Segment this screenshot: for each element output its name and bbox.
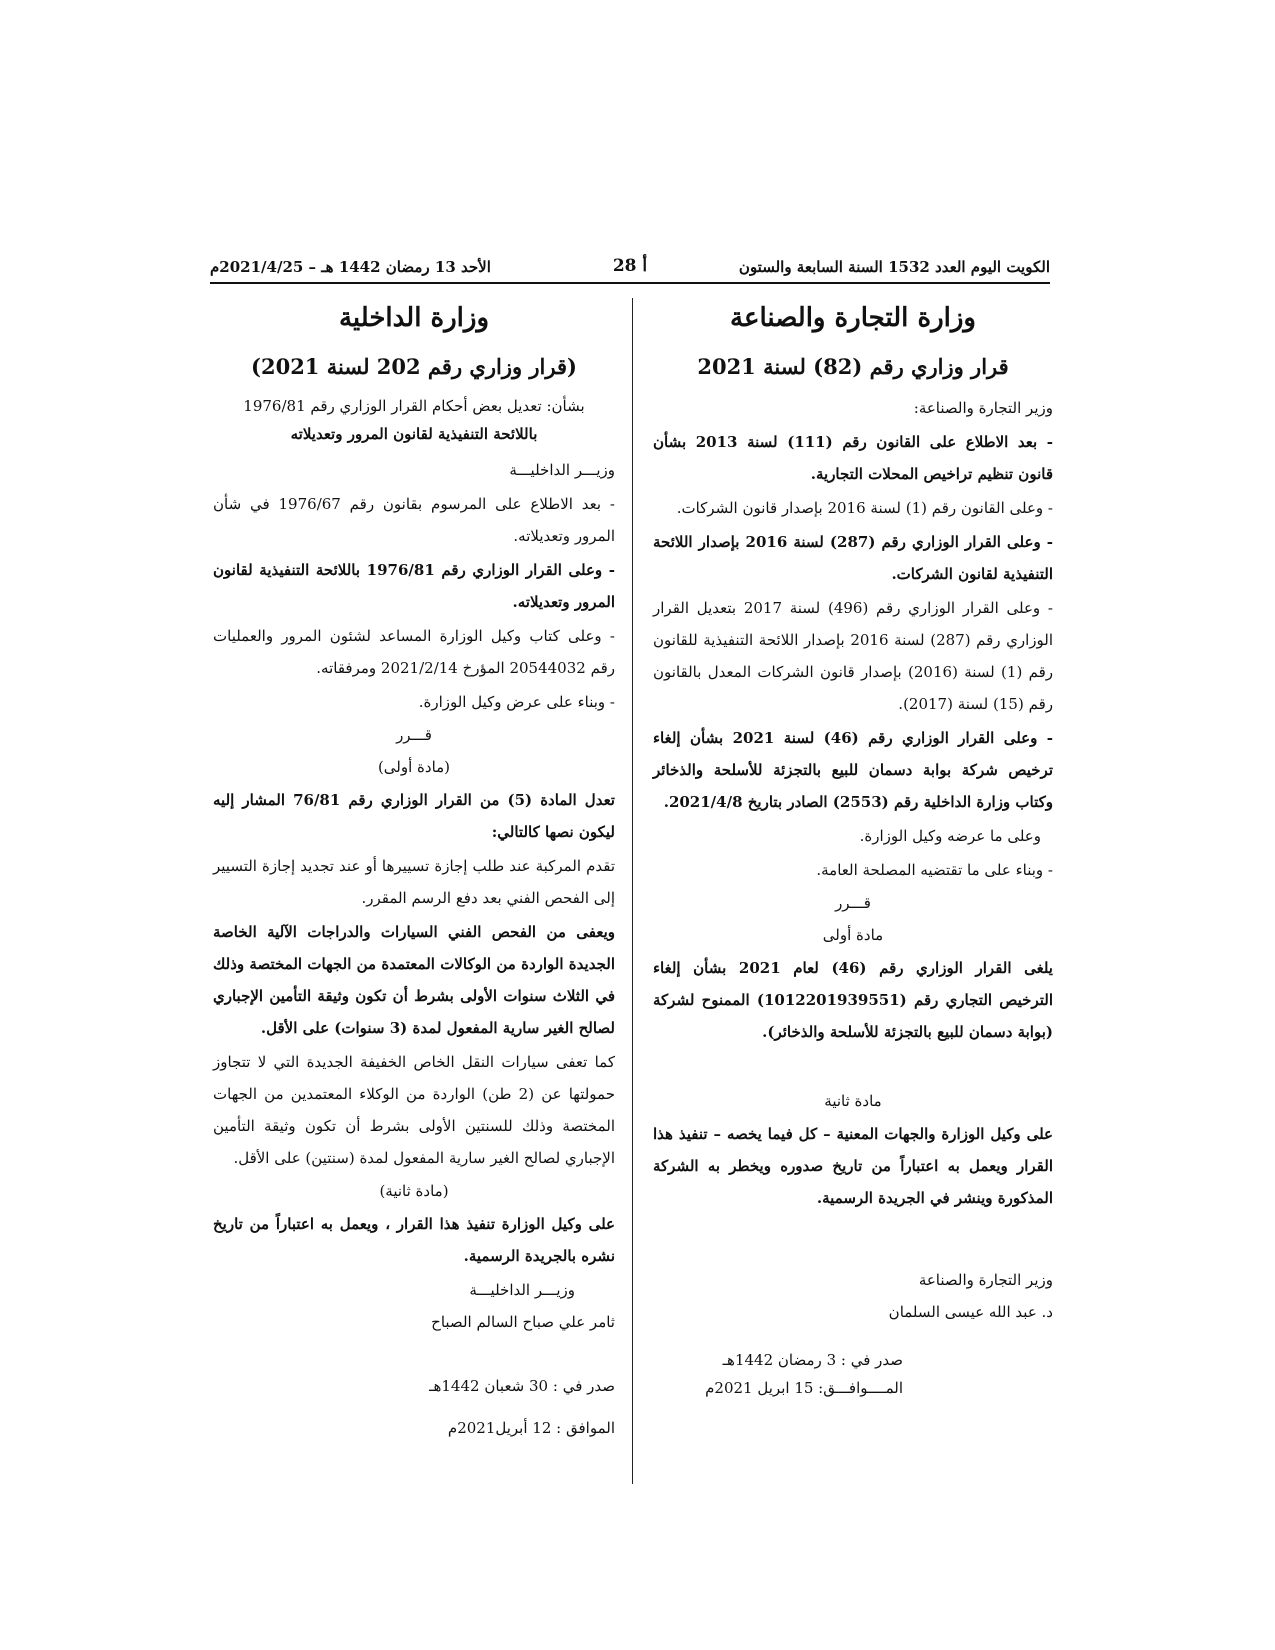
corresponding-date: المــــوافـــق: 15 ابريل 2021م [705, 1379, 903, 1397]
article-text: كما تعفى سيارات النقل الخاص الخفيفة الجديدة التي لا تتجاوز حمولتها عن (2 طن) الواردة من الوكلاء المعتمدين من الجهات المختصة وذلك للسنتين الأولى بشرط أن تكون وثيقة التأمين الإجباري لصالح الغير سارية المفعول لمدة (سنتين) على الأقل. [213, 1053, 615, 1167]
article-text: تقدم المركبة عند طلب إجازة تسييرها أو عند تجديد إجازة التسيير إلى الفحص الفني بعد دفع الرسم المقرر. [213, 857, 615, 907]
article-text: على وكيل الوزارة والجهات المعنية – كل فيما يخصه – تنفيذ هذا القرار ويعمل به اعتباراً من تاريخ صدوره ويخطر به الشركة المذكورة وينشر في الجريدة الرسمية. [653, 1125, 1053, 1207]
ministry-title: وزارة الداخلية [338, 303, 490, 333]
article-text: ويعفى من الفحص الفني السيارات والدراجات الآلية الخاصة الجديدة الواردة من الوكالات المعتمدة من الجهات المختصة وذلك في الثلاث سنوات الأولى بشرط أن تكون وثيقة التأمين الإجباري لصالح الغير سارية المفعول لمدة (3 سنوات) على الأقل. [213, 923, 615, 1037]
preamble-item: - وعلى القرار الوزاري رقم 1976/81 باللائحة التنفيذية لقانون المرور وتعديلاته. [213, 561, 615, 611]
decree-subject: باللائحة التنفيذية لقانون المرور وتعديلاته [290, 425, 538, 443]
issued-date: صدر في : 30 شعبان 1442هـ [429, 1377, 615, 1395]
decree-title: قرار وزاري رقم (82) لسنة 2021 [697, 354, 1009, 379]
article-text: تعدل المادة (5) من القرار الوزاري رقم 76/81 المشار إليه ليكون نصها كالتالي: [213, 791, 615, 841]
article-text: يلغى القرار الوزاري رقم (46) لعام 2021 بشأن إلغاء الترخيص التجاري رقم (1012201939551) الممنوح لشركة (بوابة دسمان للبيع بالتجزئة للأسلحة والذخائر). [653, 959, 1053, 1041]
preamble-item: - وعلى القرار الوزاري رقم (287) لسنة 2016 بإصدار اللائحة التنفيذية لقانون الشركات. [653, 533, 1054, 583]
article-heading: مادة ثانية [824, 1092, 882, 1110]
preamble-item: - وعلى القرار الوزاري رقم (496) لسنة 2017 بتعديل القرار الوزاري رقم (287) لسنة 2016 بإصدار اللائحة التنفيذية للقانون رقم (1) لسنة (2016) بإصدار قانون الشركات المعدل بالقانون رقم (15) لسنة (2017). [653, 599, 1053, 713]
header-gazette-issue: الكويت اليوم العدد 1532 السنة السابعة والستون [738, 258, 1050, 276]
ministry-title: وزارة التجارة والصناعة [730, 303, 976, 333]
decided-heading: قـــرر [835, 894, 871, 912]
corresponding-date: الموافق : 12 أبريل2021م [447, 1419, 615, 1437]
issue-date-block [213, 1372, 615, 1442]
preamble-item: - وعلى كتاب وكيل الوزارة المساعد لشئون المرور والعمليات رقم 20544032 المؤرخ 2021/2/14 ومرفقاته. [213, 627, 615, 677]
decree-subject: بشأن: تعديل بعض أحكام القرار الوزاري رقم 1976/81 [243, 397, 585, 415]
signature-title: وزير التجارة والصناعة [918, 1271, 1053, 1289]
minister-intro: وزيـــر الداخليـــة [509, 461, 615, 479]
article-heading: (مادة ثانية) [379, 1182, 449, 1200]
interior-decree-column [213, 300, 615, 1442]
preamble-item: - وبناء على ما تقتضيه المصلحة العامة. [816, 861, 1053, 879]
article-heading: مادة أولى [822, 926, 884, 944]
issue-date-block [653, 1346, 1053, 1402]
decree-title: (قرار وزاري رقم 202 لسنة 2021) [251, 354, 577, 379]
signature-name: د. عبد الله عيسى السلمان [888, 1303, 1053, 1321]
issued-date: صدر في : 3 رمضان 1442هـ [722, 1351, 903, 1369]
article-text: على وكيل الوزارة تنفيذ هذا القرار ، ويعمل به اعتباراً من تاريخ نشره بالجريدة الرسمية. [213, 1215, 615, 1265]
signature-title: وزيـــر الداخليـــة [469, 1281, 575, 1299]
preamble-item: وعلى ما عرضه وكيل الوزارة. [859, 827, 1041, 845]
preamble-item: - وعلى القانون رقم (1) لسنة 2016 بإصدار قانون الشركات. [676, 499, 1053, 517]
preamble-item: - بعد الاطلاع على المرسوم بقانون رقم 1976/67 في شأن المرور وتعديلاته. [213, 495, 615, 545]
commerce-decree-column [653, 300, 1053, 1402]
minister-intro: وزير التجارة والصناعة: [913, 399, 1053, 417]
preamble-item: - بعد الاطلاع على القانون رقم (111) لسنة 2013 بشأن قانون تنظيم تراخيص المحلات التجارية. [653, 433, 1054, 483]
signature-name: ثامر علي صباح السالم الصباح [431, 1313, 615, 1331]
article-heading: (مادة أولى) [377, 758, 451, 776]
page-header [210, 252, 1050, 284]
column-divider [632, 298, 633, 1484]
decided-heading: قـــرر [396, 726, 432, 744]
preamble-item: - وبناء على عرض وكيل الوزارة. [418, 693, 615, 711]
header-date: الأحد 13 رمضان 1442 هـ – 2021/4/25م [210, 258, 491, 276]
header-page-number: أ 28 [612, 256, 648, 276]
preamble-item: - وعلى القرار الوزاري رقم (46) لسنة 2021 بشأن إلغاء ترخيص شركة بوابة دسمان للبيع بالتجزئة للأسلحة والذخائر وكتاب وزارة الداخلية رقم (2553) الصادر بتاريخ 2021/4/8. [653, 729, 1054, 811]
